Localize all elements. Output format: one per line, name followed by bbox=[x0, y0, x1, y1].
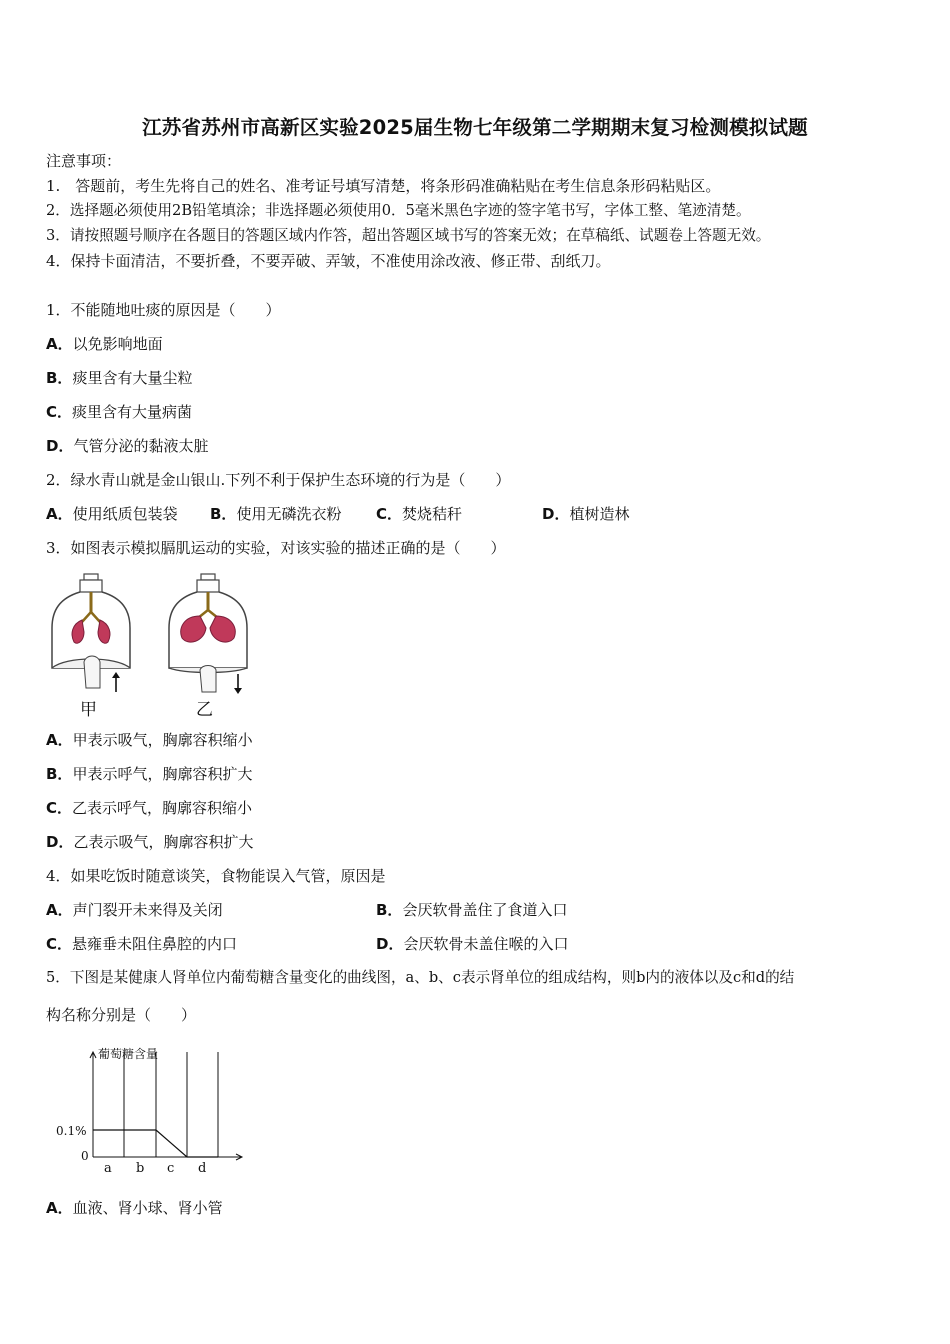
x-tick-c: c bbox=[167, 1161, 175, 1176]
notice-item-4: 4．保持卡面清洁，不要折叠，不要弄破、弄皱，不准使用涂改液、修正带、刮纸刀。 bbox=[46, 252, 611, 270]
stopper-cap bbox=[201, 574, 215, 580]
glucose-chart bbox=[46, 1040, 256, 1180]
label-yi: 乙 bbox=[196, 700, 213, 720]
option-label: D． bbox=[376, 935, 404, 953]
q4-option-c[interactable] bbox=[46, 934, 237, 954]
option-text: 气管分泌的黏液太脏 bbox=[73, 437, 209, 455]
option-text: 会厌软骨未盖住喉的入口 bbox=[403, 935, 569, 953]
x-tick-d: d bbox=[198, 1161, 207, 1176]
q2-option-b[interactable] bbox=[210, 504, 341, 524]
hand bbox=[84, 656, 100, 688]
jar-yi bbox=[169, 574, 247, 694]
bronchi-tube bbox=[82, 612, 100, 622]
option-text: 甲表示吸气，胸廓容积缩小 bbox=[72, 731, 253, 749]
stopper bbox=[80, 580, 102, 592]
q2-option-a[interactable] bbox=[46, 504, 178, 524]
option-text: 痰里含有大量尘粒 bbox=[72, 369, 193, 387]
notice-item-1: 1. 答题前，考生先将自己的姓名、准考证号填写清楚，将条形码准确粘贴在考生信息条形码粘贴区。 bbox=[46, 177, 721, 195]
q5-stem-line1: 5．下图是某健康人肾单位内葡萄糖含量变化的曲线图，a、b、c表示肾单位的组成结构，则b内的液体以及c和d的结 bbox=[46, 969, 795, 986]
q3-option-a[interactable] bbox=[46, 730, 253, 750]
notice-item-2: 2．选择题必须使用2B铅笔填涂；非选择题必须使用0．5毫米黑色字迹的签字笔书写，字体工整、笔迹清楚。 bbox=[46, 202, 751, 219]
q3-option-b[interactable] bbox=[46, 764, 252, 784]
option-text: 以免影响地面 bbox=[72, 335, 163, 353]
q3-option-d[interactable] bbox=[46, 832, 253, 852]
label-jia: 甲 bbox=[80, 700, 97, 720]
lung-left bbox=[72, 620, 84, 643]
option-label: A． bbox=[46, 335, 73, 353]
q2-option-c[interactable] bbox=[376, 504, 462, 524]
q5-option-a[interactable] bbox=[46, 1198, 223, 1218]
option-label: A． bbox=[46, 505, 73, 523]
page-title: 江苏省苏州市高新区实验2025届生物七年级第二学期期末复习检测模拟试题 bbox=[142, 116, 808, 139]
q2-option-d[interactable] bbox=[542, 504, 629, 524]
jar-jia bbox=[52, 574, 130, 692]
arrowhead-up bbox=[112, 672, 120, 678]
stopper bbox=[197, 580, 219, 592]
option-text: 痰里含有大量病菌 bbox=[72, 403, 193, 421]
q4-option-d[interactable] bbox=[376, 934, 568, 954]
y-tick-0: 0 bbox=[81, 1149, 89, 1163]
option-text: 使用无磷洗衣粉 bbox=[236, 505, 342, 523]
option-text: 悬雍垂未阻住鼻腔的内口 bbox=[72, 935, 238, 953]
x-tick-b: b bbox=[136, 1161, 145, 1176]
q3-stem: 3．如图表示模拟膈肌运动的实验，对该实验的描述正确的是（ ） bbox=[46, 539, 506, 557]
q1-option-d[interactable] bbox=[46, 436, 208, 456]
option-label: D． bbox=[46, 437, 74, 455]
chart-ylabel: 葡萄糖含量 bbox=[98, 1047, 159, 1061]
q5-stem-line2: 构名称分别是（ ） bbox=[46, 1006, 197, 1024]
option-text: 会厌软骨盖住了食道入口 bbox=[402, 901, 568, 919]
option-label: C． bbox=[46, 403, 73, 421]
q1-stem: 1．不能随地吐痰的原因是（ ） bbox=[46, 301, 281, 319]
q1-option-c[interactable] bbox=[46, 402, 192, 422]
arrowhead-down bbox=[234, 688, 242, 694]
option-label: B． bbox=[46, 765, 73, 783]
option-label: B． bbox=[210, 505, 237, 523]
hand bbox=[200, 666, 216, 693]
option-label: D． bbox=[542, 505, 570, 523]
option-label: C． bbox=[46, 799, 73, 817]
option-text: 乙表示吸气，胸廓容积扩大 bbox=[73, 833, 254, 851]
notice-item-3: 3．请按照题号顺序在各题目的答题区域内作答，超出答题区域书写的答案无效；在草稿纸、试题卷上答题无效。 bbox=[46, 227, 771, 244]
option-label: C． bbox=[376, 505, 403, 523]
option-text: 血液、肾小球、肾小管 bbox=[72, 1199, 223, 1217]
option-label: B． bbox=[376, 901, 403, 919]
option-label: A． bbox=[46, 1199, 73, 1217]
option-text: 植树造林 bbox=[569, 505, 630, 523]
lung-right bbox=[210, 616, 235, 642]
option-text: 乙表示呼气，胸廓容积缩小 bbox=[72, 799, 253, 817]
option-text: 甲表示呼气，胸廓容积扩大 bbox=[72, 765, 253, 783]
x-tick-a: a bbox=[104, 1161, 112, 1176]
q1-option-a[interactable] bbox=[46, 334, 163, 354]
q4-option-b[interactable] bbox=[376, 900, 567, 920]
q1-option-b[interactable] bbox=[46, 368, 192, 388]
option-text: 声门裂开未来得及关闭 bbox=[72, 901, 223, 919]
option-label: D． bbox=[46, 833, 74, 851]
diaphragm-model-figure bbox=[46, 570, 266, 720]
stopper-cap bbox=[84, 574, 98, 580]
option-text: 焚烧秸秆 bbox=[402, 505, 463, 523]
option-text: 使用纸质包装袋 bbox=[72, 505, 178, 523]
q3-option-c[interactable] bbox=[46, 798, 252, 818]
option-label: C． bbox=[46, 935, 73, 953]
option-label: A． bbox=[46, 901, 73, 919]
y-tick-0-1: 0.1% bbox=[56, 1124, 87, 1138]
bronchi-tube bbox=[198, 610, 218, 618]
notice-heading: 注意事项： bbox=[46, 152, 122, 170]
option-label: B． bbox=[46, 369, 73, 387]
lung-right bbox=[98, 620, 110, 643]
option-label: A． bbox=[46, 731, 73, 749]
lung-left bbox=[181, 616, 206, 642]
q4-option-a[interactable] bbox=[46, 900, 223, 920]
q2-stem: 2．绿水青山就是金山银山.下列不利于保护生态环境的行为是（ ） bbox=[46, 471, 511, 489]
q4-stem: 4．如果吃饭时随意谈笑，食物能误入气管，原因是 bbox=[46, 867, 386, 885]
